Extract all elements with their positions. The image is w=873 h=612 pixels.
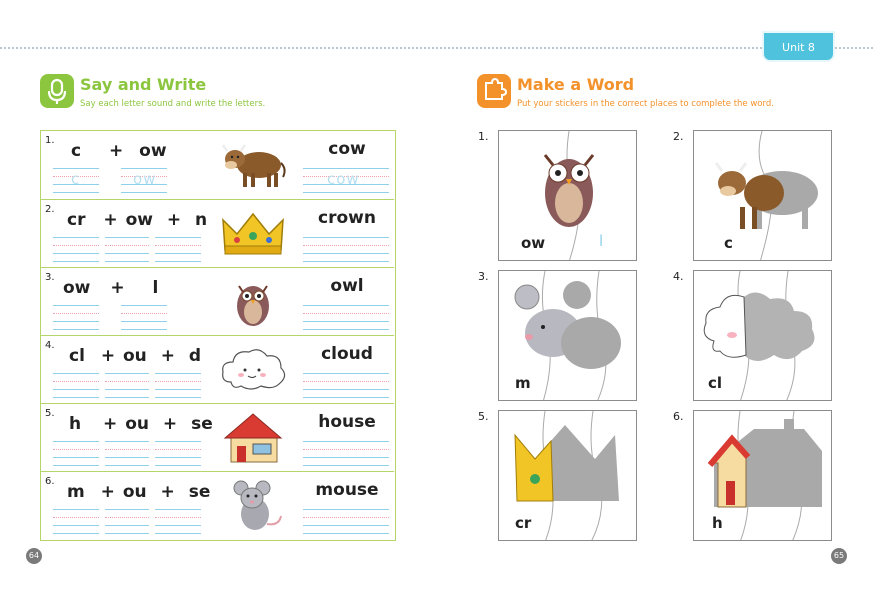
unit-tab: Unit 8	[764, 33, 833, 60]
puzzle-card[interactable]	[693, 410, 832, 541]
plus-sign: +	[103, 414, 118, 434]
plus-sign: +	[162, 414, 178, 434]
letter-part: m	[67, 482, 85, 502]
row-number: 1.	[45, 135, 55, 146]
section-title-say-write: Say and Write	[80, 75, 207, 94]
plus-sign: +	[109, 141, 124, 161]
letter-part: ow	[63, 278, 91, 298]
letter-part: ow	[125, 210, 153, 230]
letter-part: cr	[67, 210, 86, 230]
puzzle-card[interactable]	[498, 410, 637, 541]
word: owl	[330, 276, 364, 296]
row-number: 4.	[45, 340, 55, 351]
trace-letters: c	[71, 170, 81, 188]
letter-part: ou	[122, 482, 147, 502]
word: crown	[318, 208, 376, 228]
puzzle-card[interactable]	[498, 270, 637, 401]
letter-part: se	[191, 414, 213, 434]
puzzle-label: m	[515, 374, 531, 392]
letter-parts	[63, 278, 158, 298]
row-number: 6.	[45, 476, 55, 487]
puzzle-card[interactable]	[693, 130, 832, 261]
puzzle-number: 5.	[478, 410, 489, 423]
writing-lines[interactable]	[155, 441, 201, 465]
writing-lines[interactable]	[155, 509, 201, 533]
word: cloud	[321, 344, 373, 364]
traced-letter: l	[599, 232, 604, 250]
letter-part: se	[188, 482, 211, 502]
writing-lines[interactable]	[105, 509, 149, 533]
row-number: 2.	[45, 204, 55, 215]
crown-picture	[217, 206, 289, 262]
writing-lines[interactable]	[105, 237, 149, 261]
say-write-table	[40, 130, 396, 541]
page-number-left: 64	[26, 548, 42, 564]
writing-lines[interactable]	[121, 168, 167, 192]
letter-part: h	[69, 414, 82, 434]
writing-lines[interactable]	[155, 373, 201, 397]
word: mouse	[315, 480, 379, 500]
dotted-divider	[0, 47, 762, 49]
writing-lines[interactable]	[53, 441, 99, 465]
letter-parts	[67, 482, 210, 502]
letter-part: ou	[125, 414, 149, 434]
writing-lines[interactable]	[121, 305, 167, 329]
puzzle-label: ow	[521, 234, 546, 252]
plus-sign: +	[160, 346, 175, 366]
plus-sign: +	[100, 346, 116, 366]
writing-lines[interactable]	[303, 509, 389, 533]
table-row	[41, 403, 394, 471]
trace-word: cow	[327, 170, 360, 188]
table-row	[41, 267, 394, 335]
cloud-picture	[217, 342, 289, 398]
puzzle-number: 4.	[673, 270, 684, 283]
letter-part: ow	[139, 141, 167, 161]
table-row	[41, 131, 394, 199]
plus-sign: +	[166, 210, 182, 230]
trace-letters: ow	[133, 170, 157, 188]
mouse-picture	[217, 478, 289, 534]
cow-picture	[217, 137, 289, 193]
writing-lines[interactable]	[105, 441, 149, 465]
puzzle-card[interactable]	[693, 270, 832, 401]
puzzle-number: 2.	[673, 130, 684, 143]
letter-part: l	[152, 278, 159, 298]
word: house	[318, 412, 376, 432]
row-number: 3.	[45, 272, 55, 283]
writing-lines[interactable]	[105, 373, 149, 397]
letter-parts	[67, 210, 207, 230]
letter-part: n	[195, 210, 208, 230]
writing-lines[interactable]	[303, 305, 389, 329]
writing-lines[interactable]	[303, 373, 389, 397]
section-instruction-say-write: Say each letter sound and write the letters.	[80, 99, 266, 109]
table-row	[41, 471, 394, 540]
writing-lines[interactable]	[303, 441, 389, 465]
letter-parts	[69, 414, 213, 434]
section-instruction-make-word: Put your stickers in the correct places to complete the word.	[517, 99, 774, 109]
letter-parts	[71, 141, 167, 161]
section-title-make-word: Make a Word	[517, 75, 635, 94]
owl-picture	[217, 274, 289, 330]
writing-lines[interactable]	[53, 237, 99, 261]
letter-part: ou	[123, 346, 147, 366]
plus-sign: +	[160, 482, 175, 502]
microphone-icon	[40, 74, 74, 108]
writing-lines[interactable]	[53, 168, 99, 192]
letter-parts	[69, 346, 201, 366]
letter-part: d	[188, 346, 202, 366]
puzzle-label: cr	[515, 514, 532, 532]
word: cow	[328, 139, 366, 159]
plus-sign: +	[100, 482, 115, 502]
house-picture	[217, 410, 289, 466]
writing-lines[interactable]	[303, 237, 389, 261]
puzzle-label: cl	[708, 374, 723, 392]
table-row	[41, 199, 394, 267]
puzzle-number: 3.	[478, 270, 489, 283]
dotted-divider	[835, 47, 873, 49]
row-number: 5.	[45, 408, 55, 419]
puzzle-label: h	[712, 514, 723, 532]
puzzle-icon	[477, 74, 511, 108]
writing-lines[interactable]	[303, 168, 389, 192]
writing-lines[interactable]	[53, 305, 99, 329]
letter-part: c	[71, 141, 82, 161]
puzzle-card[interactable]	[498, 130, 637, 261]
writing-lines[interactable]	[53, 509, 99, 533]
page-number-right: 65	[831, 548, 847, 564]
writing-lines[interactable]	[53, 373, 99, 397]
plus-sign: +	[110, 278, 125, 298]
letter-part: cl	[69, 346, 85, 366]
puzzle-number: 6.	[673, 410, 684, 423]
writing-lines[interactable]	[155, 237, 201, 261]
puzzle-label: c	[724, 234, 733, 252]
puzzle-number: 1.	[478, 130, 489, 143]
table-row	[41, 335, 394, 403]
plus-sign: +	[103, 210, 118, 230]
